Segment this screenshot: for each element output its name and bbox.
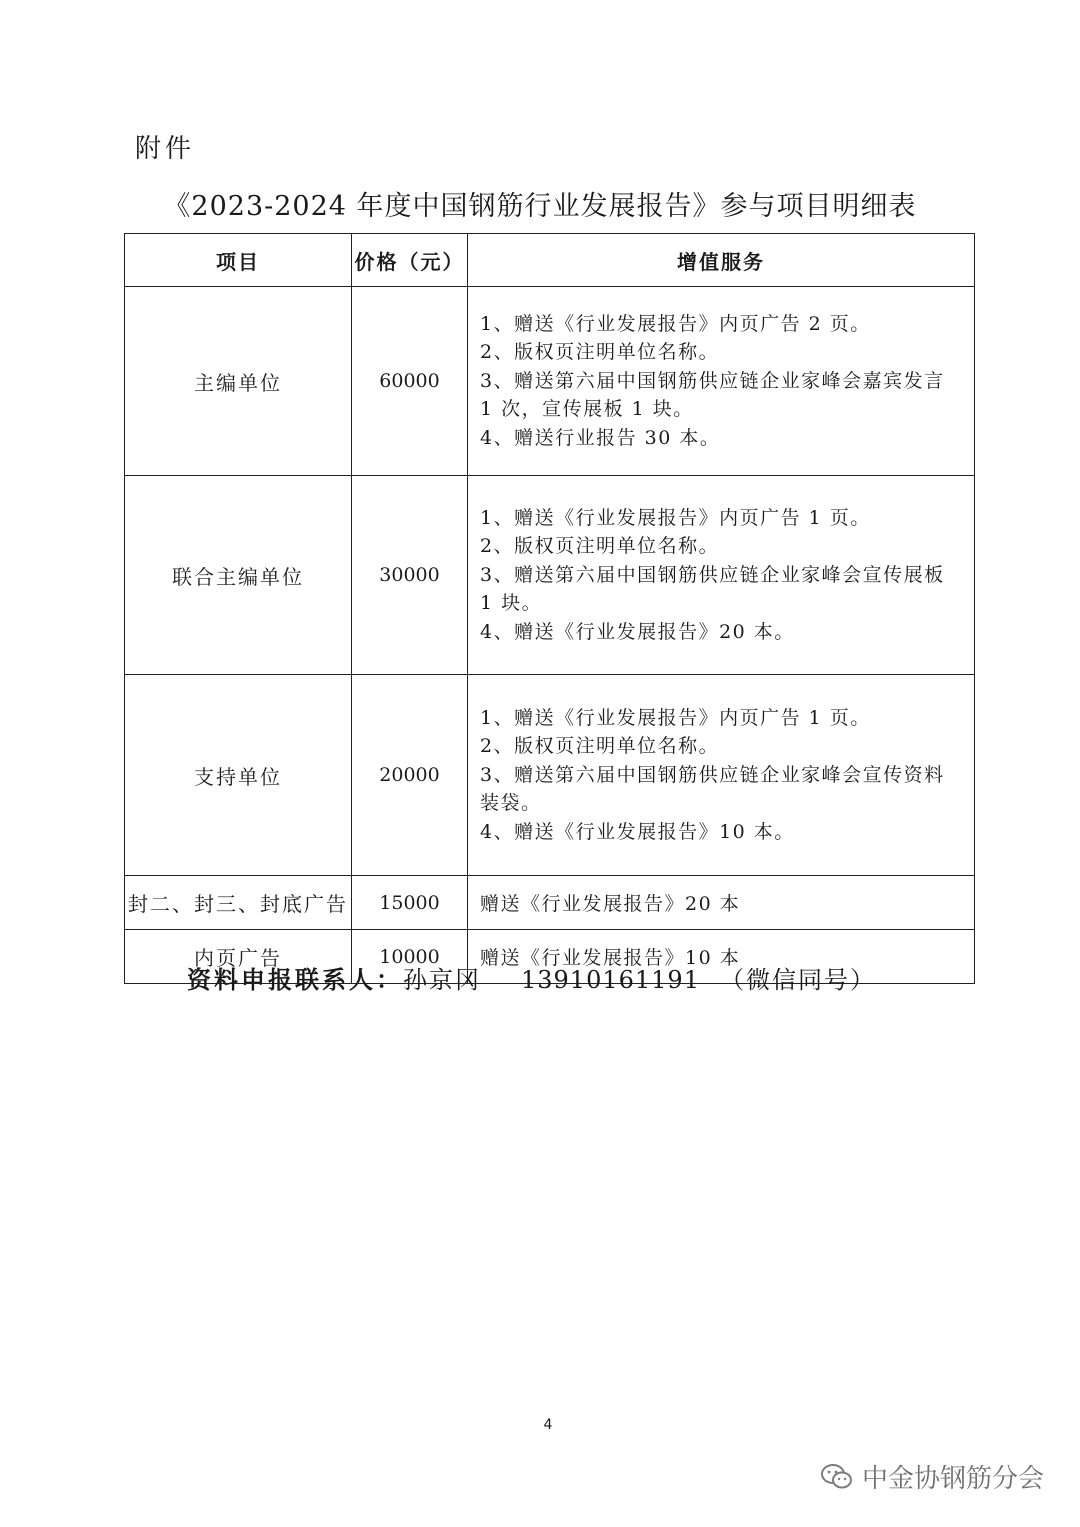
service-line: 3、赠送第六届中国钢筋供应链企业家峰会宣传资料 xyxy=(480,763,945,786)
service-line: 4、赠送《行业发展报告》10 本。 xyxy=(480,820,795,843)
row-item: 支持单位 xyxy=(125,675,352,876)
contact-name: 孙京冈 xyxy=(403,966,481,994)
participation-details-table xyxy=(124,233,975,984)
attachment-label: 附件 xyxy=(135,134,196,164)
service-line: 1、赠送《行业发展报告》内页广告 1 页。 xyxy=(480,506,871,529)
service-line: 3、赠送第六届中国钢筋供应链企业家峰会宣传展板 xyxy=(480,563,945,586)
service-line: 1、赠送《行业发展报告》内页广告 1 页。 xyxy=(480,706,871,729)
service-line: 1 块。 xyxy=(480,592,543,615)
table-row xyxy=(125,287,975,476)
service-line: 2、版权页注明单位名称。 xyxy=(480,535,720,558)
service-line: 2、版权页注明单位名称。 xyxy=(480,341,720,364)
table-row xyxy=(125,876,975,930)
header-services: 增值服务 xyxy=(468,234,975,287)
row-item: 封二、封三、封底广告 xyxy=(125,876,352,930)
wechat-icon xyxy=(820,1462,854,1492)
watermark-text: 中金协钢筋分会 xyxy=(861,1464,1044,1494)
header-item: 项目 xyxy=(125,234,352,287)
contact-label: 资料申报联系人： xyxy=(187,966,403,994)
row-item: 联合主编单位 xyxy=(125,476,352,675)
service-line: 3、赠送第六届中国钢筋供应链企业家峰会嘉宾发言 xyxy=(480,369,945,392)
row-price: 60000 xyxy=(352,287,468,476)
page-number: 4 xyxy=(543,1417,553,1433)
watermark xyxy=(820,1458,1044,1495)
service-line: 装袋。 xyxy=(480,792,542,815)
row-price: 10000 xyxy=(352,930,468,984)
row-item: 主编单位 xyxy=(125,287,352,476)
service-line: 1、赠送《行业发展报告》内页广告 2 页。 xyxy=(480,312,871,335)
row-price: 15000 xyxy=(352,876,468,930)
row-item: 内页广告 xyxy=(125,930,352,984)
row-price: 30000 xyxy=(352,476,468,675)
contact-note: （微信同号） xyxy=(719,966,876,994)
table-row xyxy=(125,675,975,876)
row-services xyxy=(468,675,975,876)
service-line: 1 次，宣传展板 1 块。 xyxy=(480,398,694,421)
document-title: 《2023-2024 年度中国钢筋行业发展报告》参与项目明细表 xyxy=(163,191,917,222)
row-service: 赠送《行业发展报告》10 本 xyxy=(468,930,975,984)
service-line: 2、版权页注明单位名称。 xyxy=(480,735,720,758)
service-line: 4、赠送《行业发展报告》20 本。 xyxy=(480,620,795,643)
row-price: 20000 xyxy=(352,675,468,876)
row-services xyxy=(468,476,975,675)
contact-line xyxy=(187,960,876,995)
table-row xyxy=(125,476,975,675)
contact-phone: 13910161191 xyxy=(521,966,700,994)
row-services xyxy=(468,287,975,476)
header-price: 价格（元） xyxy=(352,234,468,287)
service-line: 4、赠送行业报告 30 本。 xyxy=(480,426,721,449)
row-service: 赠送《行业发展报告》20 本 xyxy=(468,876,975,930)
table-header-row xyxy=(125,234,975,287)
